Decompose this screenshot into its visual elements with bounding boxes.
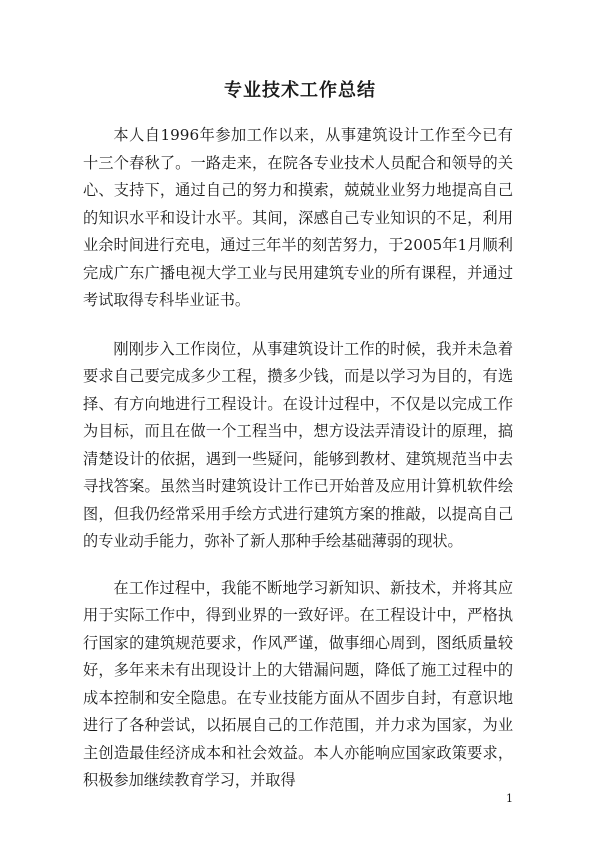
page-number: 1 — [506, 792, 513, 805]
paragraph-2: 刚刚步入工作岗位，从事建筑设计工作的时候，我并未急着要求自己要完成多少工程，攒多少钱，而是以学习为目的，有选择、有方向地进行工程设计。在设计过程中，不仅是以完成工作为目标，而且在做一个工程当中，想方设法弄清设计的原理，搞清楚设计的依据，遇到一些疑问，能够到教材、建筑规范当中去寻找答案。虽然当时建筑设计工作已开始普及应用计算机软件绘图，但我仍经常采用手绘方式进行建筑方案的推敲，以提高自己的专业动手能力，弥补了新人那种手绘基础薄弱的现状。 — [83, 339, 513, 550]
document-body — [83, 122, 513, 795]
document-title: 专业技术工作总结 — [224, 80, 376, 101]
paragraph-1: 本人自1996年参加工作以来，从事建筑设计工作至今已有十三个春秋了。一路走来，在院各专业技术人员配合和领导的关心、支持下，通过自己的努力和摸索，兢兢业业努力地提高自己的知识水平和设计水平。其间，深感自己专业知识的不足，利用业余时间进行充电，通过三年半的刻苦努力，于2005年1月顺利完成广东广播电视大学工业与民用建筑专业的所有课程，并通过考试取得专科毕业证书。 — [83, 126, 513, 309]
paragraph-3: 在工作过程中，我能不断地学习新知识、新技术，并将其应用于实际工作中，得到业界的一致好评。在工程设计中，严格执行国家的建筑规范要求，作风严谨，做事细心周到，图纸质量较好，多年来未有出现设计上的大错漏问题，降低了施工过程中的成本控制和安全隐患。在专业技能方面从不固步自封，有意识地进行了各种尝试，以拓展自己的工作范围，并力求为国家，为业主创造最佳经济成本和社会效益。本人亦能响应国家政策要求，积极参加继续教育学习，并取得 — [83, 578, 513, 789]
